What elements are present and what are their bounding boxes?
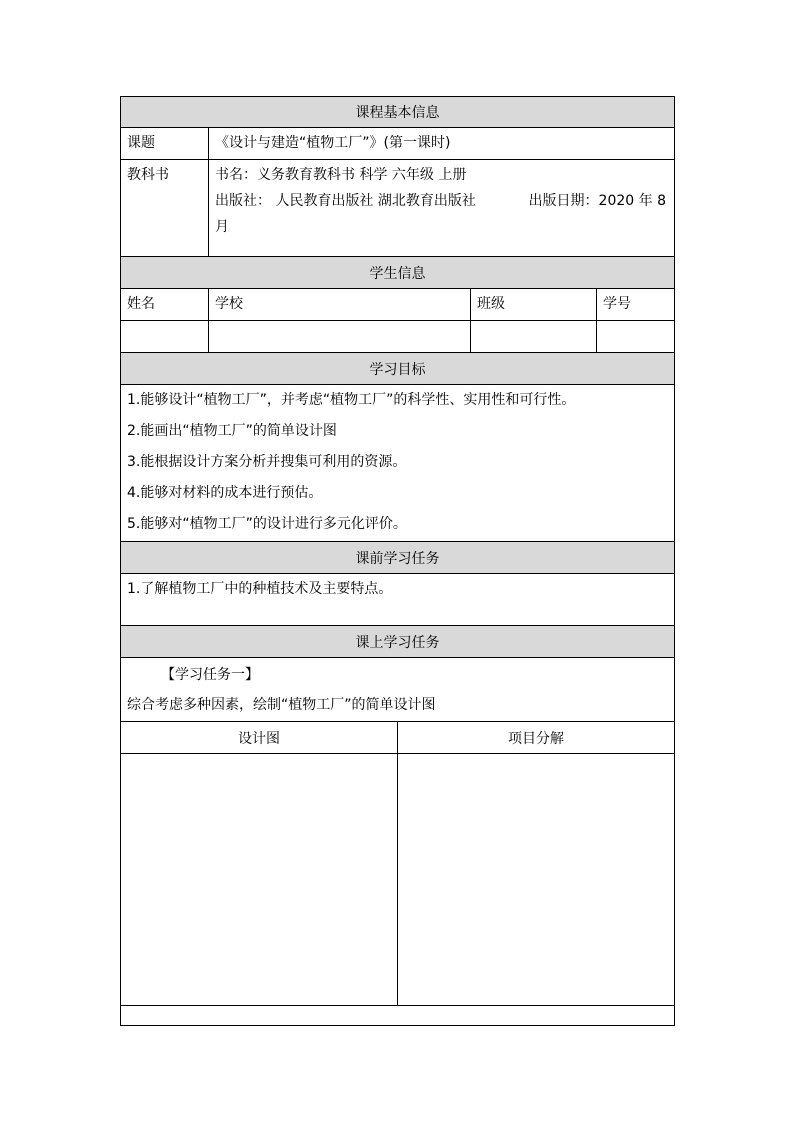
- task-intro-row: [120, 658, 675, 722]
- breakdown-area[interactable]: [397, 754, 674, 1005]
- task-title: 【学习任务一】: [161, 667, 259, 683]
- bottom-row: [120, 1006, 675, 1026]
- list-item: 1.能够设计“植物工厂”，并考虑“植物工厂”的科学性、实用性和可行性。: [127, 392, 576, 408]
- col-design: 设计图: [238, 730, 280, 747]
- name-field[interactable]: [121, 321, 208, 352]
- section-title: 课程基本信息: [355, 105, 440, 121]
- topic-value: 《设计与建造“植物工厂”》(第一课时): [208, 128, 674, 159]
- name-label: 姓名: [127, 296, 155, 312]
- student-header-row: [120, 289, 675, 321]
- textbook-row: [120, 160, 675, 257]
- school-field[interactable]: [208, 321, 470, 352]
- section-student-info: [120, 257, 675, 289]
- design-table-header: [121, 722, 674, 754]
- pre-task-row: [120, 574, 675, 626]
- section-title: 学习目标: [369, 361, 426, 378]
- list-item: 4.能够对材料的成本进行预估。: [127, 485, 323, 501]
- list-item: 3.能根据设计方案分析并搜集可利用的资源。: [127, 454, 407, 470]
- id-field[interactable]: [596, 321, 674, 352]
- student-value-row: [120, 321, 675, 353]
- pub-date-cont: 月: [215, 219, 229, 235]
- design-table-body: [121, 754, 674, 1005]
- section-title: 课前学习任务: [355, 550, 440, 567]
- pre-task-text: 1.了解植物工厂中的种植技术及主要特点。: [127, 581, 393, 597]
- section-in-class-task: [120, 626, 675, 658]
- section-pre-task: [120, 542, 675, 574]
- task-desc: 综合考虑多种因素，绘制“植物工厂”的简单设计图: [127, 697, 436, 713]
- class-field[interactable]: [470, 321, 596, 352]
- list-item: 2.能画出“植物工厂”的简单设计图: [127, 423, 337, 439]
- design-area[interactable]: [121, 754, 397, 1005]
- topic-label: 课题: [127, 135, 155, 151]
- topic-row: [120, 128, 675, 160]
- book-line: 书名：义务教育教科书 科学 六年级 上册: [215, 167, 467, 183]
- objectives-row: [120, 385, 675, 542]
- publisher-line: [215, 192, 666, 218]
- section-title: 课上学习任务: [355, 634, 440, 651]
- objectives-list: [121, 385, 674, 541]
- section-basic-info: [120, 96, 675, 128]
- class-label: 班级: [470, 289, 596, 320]
- list-item: 5.能够对“植物工厂”的设计进行多元化评价。: [127, 516, 407, 532]
- design-table: [120, 722, 675, 1006]
- textbook-details: [208, 160, 674, 256]
- id-label: 学号: [596, 289, 674, 320]
- section-objectives: [120, 353, 675, 385]
- section-title: 学生信息: [369, 265, 426, 282]
- worksheet: [120, 96, 675, 1026]
- col-breakdown: 项目分解: [397, 722, 674, 753]
- pub-date: 出版日期：2020 年 8: [528, 193, 666, 209]
- school-label: 学校: [208, 289, 470, 320]
- textbook-label: 教科书: [127, 167, 169, 183]
- publisher: 出版社： 人民教育出版社 湖北教育出版社: [215, 193, 476, 209]
